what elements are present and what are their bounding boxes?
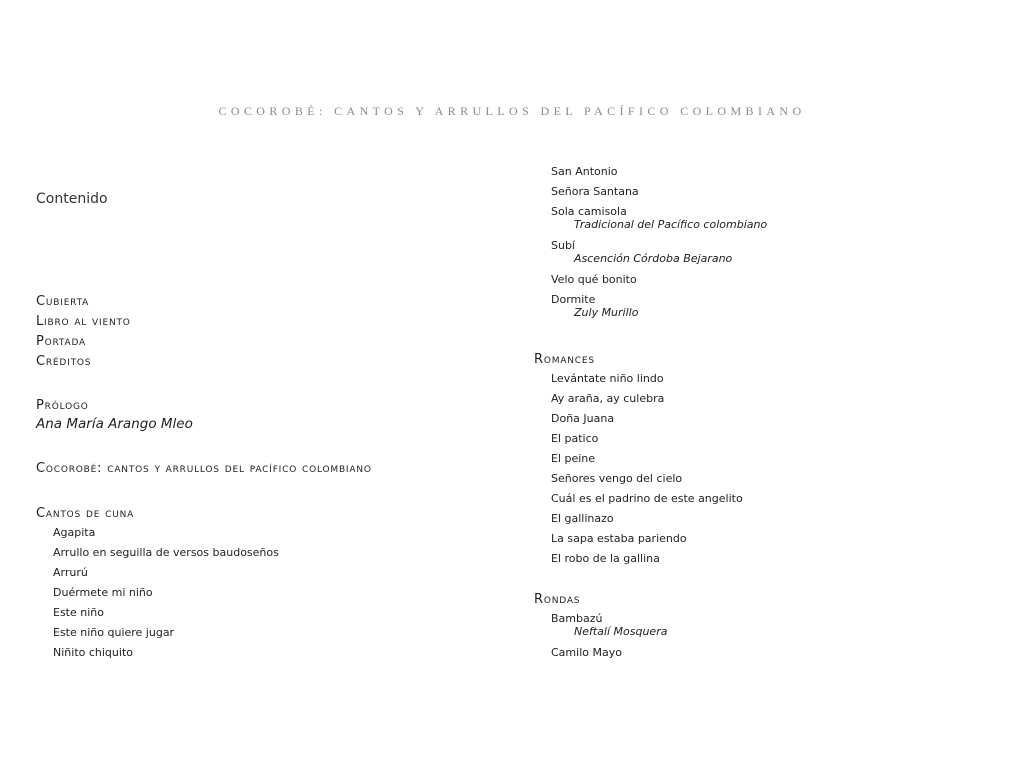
toc-item[interactable]: Niñito chiquito [53,646,133,659]
toc-link-prologo[interactable]: Prólogo [36,398,89,413]
toc-link-creditos[interactable]: Créditos [36,354,92,369]
toc-item[interactable]: Subí [551,239,575,252]
toc-item[interactable]: Ay araña, ay culebra [551,392,665,405]
front-matter-list [36,292,131,372]
toc-item-author: Ascención Córdoba Bejarano [574,252,733,265]
toc-link-romances[interactable]: Romances [534,352,595,367]
toc-item[interactable]: Este niño quiere jugar [53,626,175,639]
toc-item-author: Zuly Murillo [574,306,639,319]
toc-item[interactable]: El patico [551,432,599,445]
toc-section-prologo [36,397,193,433]
toc-item[interactable]: Arrullo en seguilla de versos baudoseños [53,546,279,559]
toc-item[interactable]: La sapa estaba pariendo [551,532,687,545]
toc-item[interactable]: Velo qué bonito [551,273,637,286]
toc-item[interactable]: El peine [551,452,596,465]
toc-link-portada[interactable]: Portada [36,334,87,349]
toc-item[interactable]: Agapita [53,526,96,539]
toc-link-cubierta[interactable]: Cubierta [36,294,90,309]
toc-item[interactable]: San Antonio [551,165,618,178]
toc-item[interactable]: Bambazú [551,612,603,625]
toc-link-rondas[interactable]: Rondas [534,592,581,607]
toc-item[interactable]: El gallinazo [551,512,614,525]
toc-link-libro-al-viento[interactable]: Libro al viento [36,314,131,329]
toc-section-book-title [36,460,372,478]
toc-item[interactable]: Cuál es el padrino de este angelito [551,492,743,505]
toc-section-rondas [534,591,667,663]
toc-item[interactable]: Señora Santana [551,185,639,198]
toc-item[interactable]: Duérmete mi niño [53,586,153,599]
toc-section-cantos-de-cuna [36,505,279,663]
running-head: COCOROBÉ: CANTOS Y ARRULLOS DEL PACÍFICO COLOMBIANO [218,104,806,118]
prologo-author: Ana María Arango Mleo [36,416,193,432]
toc-item[interactable]: El robo de la gallina [551,552,660,565]
toc-item-author: Neftalí Mosquera [574,625,668,638]
toc-item-author: Tradicional del Pacífico colombiano [574,218,768,231]
toc-item[interactable]: Levántate niño lindo [551,372,664,385]
toc-item[interactable]: Doña Juana [551,412,615,425]
toc-section-right-top [534,162,767,324]
toc-heading: Contenido [36,191,108,207]
toc-item[interactable]: Camilo Mayo [551,646,622,659]
toc-item[interactable]: Este niño [53,606,104,619]
toc-item[interactable]: Señores vengo del cielo [551,472,683,485]
toc-section-romances [534,351,743,569]
toc-link-cantos-de-cuna[interactable]: Cantos de cuna [36,506,135,521]
toc-item[interactable]: Arrurú [53,566,88,579]
toc-link-book-title[interactable]: Cocorobé: cantos y arrullos del pacífico colombiano [36,461,372,476]
toc-item[interactable]: Sola camisola [551,205,627,218]
toc-item[interactable]: Dormite [551,293,596,306]
